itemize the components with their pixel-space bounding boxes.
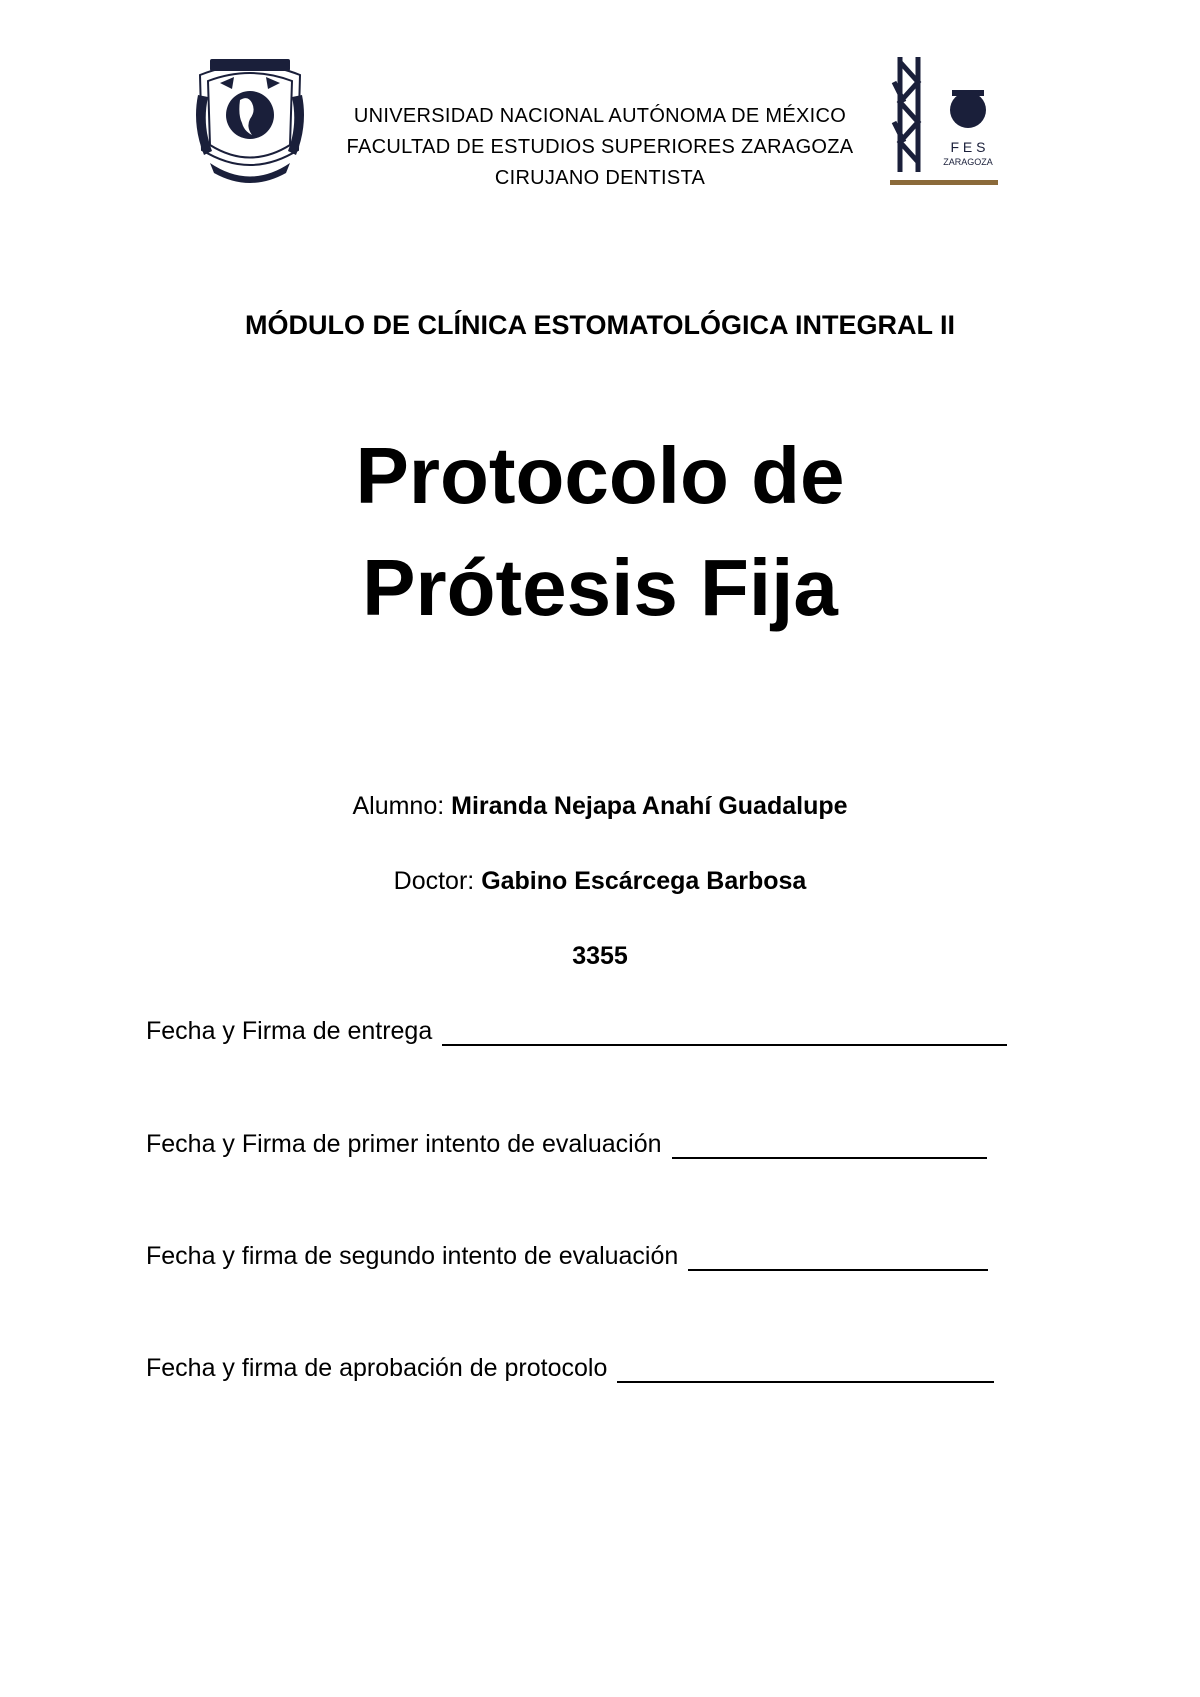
signature-line-second-attempt bbox=[146, 1242, 988, 1271]
faculty-name: FACULTAD DE ESTUDIOS SUPERIORES ZARAGOZA bbox=[346, 136, 854, 158]
doctor-name: Gabino Escárcega Barbosa bbox=[481, 867, 807, 895]
fes-logo-text: F E S bbox=[950, 139, 986, 155]
signature-blank[interactable] bbox=[672, 1133, 987, 1159]
group-line bbox=[0, 942, 1200, 971]
doctor-label: Doctor: bbox=[393, 867, 482, 895]
document-title-line-2: Prótesis Fija bbox=[362, 543, 838, 632]
student-label: Alumno: bbox=[352, 792, 452, 820]
signature-line-approval bbox=[146, 1354, 994, 1383]
signature-blank[interactable] bbox=[688, 1245, 988, 1271]
fes-logo-subtext: ZARAGOZA bbox=[943, 157, 993, 167]
signature-blank[interactable] bbox=[442, 1020, 1007, 1046]
career-name: CIRUJANO DENTISTA bbox=[494, 167, 706, 189]
group-number: 3355 bbox=[572, 942, 628, 970]
student-name: Miranda Nejapa Anahí Guadalupe bbox=[451, 792, 848, 820]
module-title: MÓDULO DE CLÍNICA ESTOMATOLÓGICA INTEGRAL II bbox=[244, 310, 955, 340]
unam-seal-icon bbox=[190, 55, 310, 185]
doctor-line bbox=[0, 867, 1200, 896]
signature-label: Fecha y Firma de primer intento de evaluación bbox=[146, 1130, 662, 1158]
signature-label: Fecha y firma de segundo intento de evaluación bbox=[146, 1242, 679, 1270]
document-title bbox=[0, 420, 1200, 644]
student-line bbox=[0, 792, 1200, 821]
institution-header bbox=[300, 101, 900, 194]
signature-line-first-attempt bbox=[146, 1130, 987, 1159]
signature-blank[interactable] bbox=[617, 1357, 994, 1383]
document-title-line-1: Protocolo de bbox=[355, 431, 845, 520]
university-name: UNIVERSIDAD NACIONAL AUTÓNOMA DE MÉXICO bbox=[353, 105, 847, 127]
signature-label: Fecha y Firma de entrega bbox=[146, 1017, 433, 1045]
signature-line-delivery bbox=[146, 1017, 1007, 1046]
signature-label: Fecha y firma de aprobación de protocolo bbox=[146, 1354, 608, 1382]
fes-zaragoza-logo-icon bbox=[890, 52, 1000, 190]
